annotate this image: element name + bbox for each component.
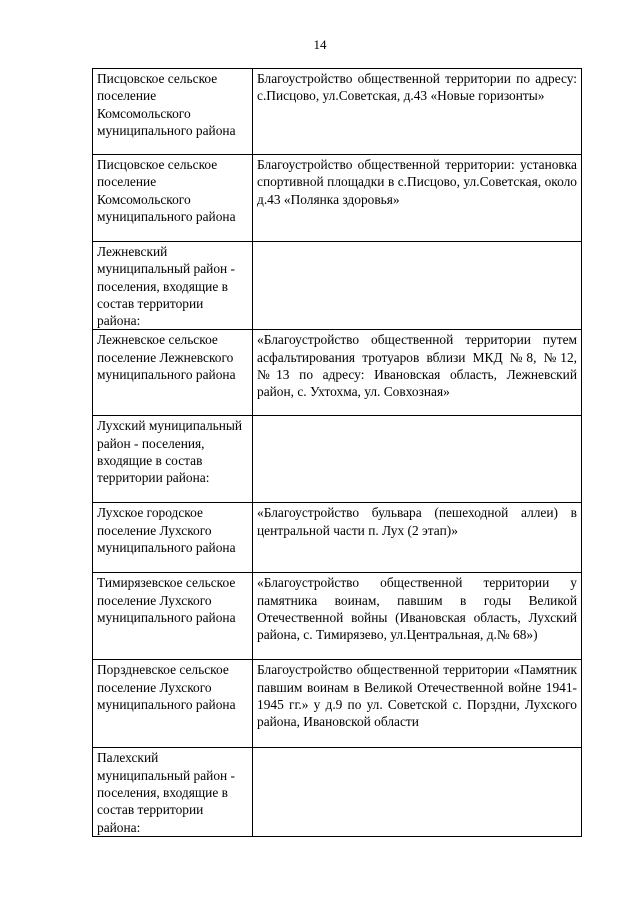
- table-row: [93, 242, 582, 330]
- project-cell: «Благоустройство общественной территории у памятника воинам, павшим в годы Великой Отечественной войны (Ивановская область, Лухский района, с. Тимирязево, ул.Центральная, д.№ 68»): [253, 573, 582, 660]
- settlement-cell: Писцовское сельское поселение Комсомольского муниципального района: [93, 155, 253, 242]
- settlement-cell: Палехский муниципальный район - поселения, входящие в состав территории района:: [93, 748, 253, 836]
- settlement-cell: Писцовское сельское поселение Комсомольского муниципального района: [93, 69, 253, 155]
- settlement-cell: Лежневское сельское поселение Лежневского муниципального района: [93, 330, 253, 416]
- settlement-cell: Порздневское сельское поселение Лухского муниципального района: [93, 660, 253, 748]
- settlement-cell: Тимирязевское сельское поселение Лухского муниципального района: [93, 573, 253, 660]
- table-row: [93, 155, 582, 242]
- project-cell: «Благоустройство общественной территории путем асфальтирования тротуаров вблизи МКД №8, №12, №13 по адресу: Ивановская область, Лежневский район, с. Ухтохма, ул. Совхозная»: [253, 330, 582, 416]
- project-cell: Благоустройство общественной территории «Памятник павшим воинам в Великой Отечественной войне 1941-1945 гг.» у д.9 по ул. Советской с. Порздни, Лухского района, Ивановской области: [253, 660, 582, 748]
- table-row: [93, 330, 582, 416]
- territories-table: [92, 68, 582, 837]
- settlement-cell: Лежневский муниципальный район - поселения, входящие в состав территории района:: [93, 242, 253, 330]
- table-row: [93, 503, 582, 573]
- project-cell: [253, 748, 582, 836]
- settlement-cell: Лухское городское поселение Лухского муниципального района: [93, 503, 253, 573]
- table-row: [93, 660, 582, 748]
- project-cell: Благоустройство общественной территории по адресу: с.Писцово, ул.Советская, д.43 «Новые горизонты»: [253, 69, 582, 155]
- project-cell: [253, 242, 582, 330]
- project-cell: [253, 416, 582, 503]
- table-row: [93, 573, 582, 660]
- project-cell: Благоустройство общественной территории: установка спортивной площадки в с.Писцово, ул.Советская, около д.43 «Полянка здоровья»: [253, 155, 582, 242]
- page-number: 14: [313, 37, 327, 52]
- settlement-cell: Лухский муниципальный район - поселения, входящие в состав территории района:: [93, 416, 253, 503]
- table-row: [93, 69, 582, 155]
- table-row: [93, 416, 582, 503]
- table-row: [93, 748, 582, 836]
- project-cell: «Благоустройство бульвара (пешеходной аллеи) в центральной части п. Лух (2 этап)»: [253, 503, 582, 573]
